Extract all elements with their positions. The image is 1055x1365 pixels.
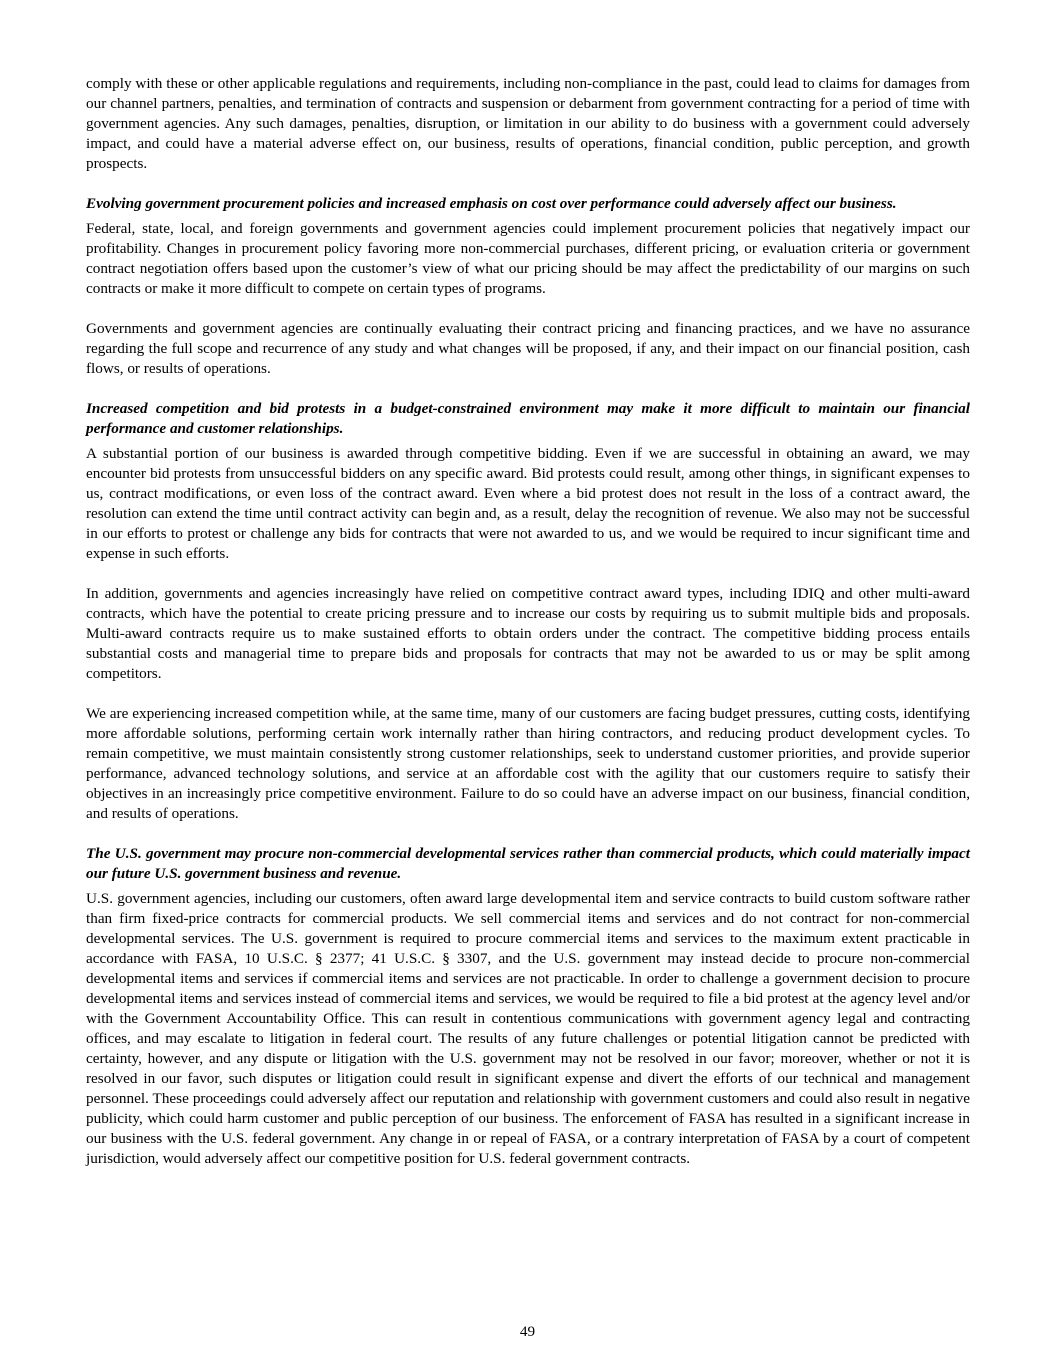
page-number: 49 xyxy=(519,1323,536,1340)
intro-paragraph: comply with these or other applicable regulations and requirements, including non-compliance in the past, could lead to claims for damages from our channel partners, penalties, and termination of contracts and suspension or debarment from government contracting for a period of time with government agencies. Any such damages, penalties, disruption, or limitation in our ability to do business with a government could adversely impact, and could have a material adverse effect on, our business, results of operations, financial condition, public perception, and growth prospects. xyxy=(86,75,970,172)
section-paragraph: Governments and government agencies are continually evaluating their contract pricing and financing practices, and we have no assurance regarding the full scope and recurrence of any study and what changes will be proposed, if any, and their impact on our financial position, cash flows, or results of operations. xyxy=(86,320,970,377)
section-paragraph: In addition, governments and agencies increasingly have relied on competitive contract award types, including IDIQ and other multi-award contracts, which have the potential to create pricing pressure and to increase our costs by requiring us to submit multiple bids and proposals. Multi-award contracts require us to make sustained efforts to obtain orders under the contract. The competitive bidding process entails substantial costs and managerial time to prepare bids and proposals for contracts that may not be awarded to us or may be split among competitors. xyxy=(86,585,970,682)
section-paragraph: Federal, state, local, and foreign governments and government agencies could implement procurement policies that negatively impact our profitability. Changes in procurement policy favoring more non-commercial purchases, different pricing, or evaluation criteria or government contract negotiation offers based upon the customer’s view of what our pricing should be may affect the predictability of our margins on such contracts or make it more difficult to compete on certain types of programs. xyxy=(86,220,970,297)
section-paragraph: A substantial portion of our business is awarded through competitive bidding. Even if we are successful in obtaining an award, we may encounter bid protests from unsuccessful bidders on any specific award. Bid protests could result, among other things, in significant expenses to us, contract modifications, or even loss of the contract award. Even where a bid protest does not result in the loss of a contract award, the resolution can extend the time until contract activity can begin and, as a result, delay the recognition of revenue. We also may not be successful in our efforts to protest or challenge any bids for contracts that were not awarded to us, and we would be required to incur significant time and expense in such efforts. xyxy=(86,445,970,562)
section-heading-competition-bid-protests: Increased competition and bid protests in a budget-constrained environment may make it more difficult to maintain our financial performance and customer relationships. xyxy=(86,400,970,437)
document-body xyxy=(86,74,970,1189)
section-paragraph: U.S. government agencies, including our customers, often award large developmental item and service contracts to build custom software rather than firm fixed-price contracts for commercial products. We sell commercial items and services and do not contract for non-commercial developmental services. The U.S. government is required to procure commercial items and services to the maximum extent practicable in accordance with FASA, 10 U.S.C. § 2377; 41 U.S.C. § 3307, and the U.S. government may instead decide to procure non-commercial developmental items and services if commercial items and services are not practicable. In order to challenge a government decision to procure developmental items and services instead of commercial items and services, we would be required to file a bid protest at the agency level and/or with the Government Accountability Office. This can result in contentious communications with government agency legal and contracting offices, and may escalate to litigation in federal court. The results of any future challenges or potential litigation cannot be predicted with certainty, however, and any dispute or litigation with the U.S. government may not be resolved in our favor; moreover, whether or not it is resolved in our favor, such disputes or litigation could result in significant expense and divert the efforts of our technical and management personnel. These proceedings could adversely affect our reputation and relationship with government customers and could also result in negative publicity, which could harm customer and public perception of our business. The enforcement of FASA has resulted in a significant increase in our business with the U.S. federal government. Any change in or repeal of FASA, or a contrary interpretation of FASA by a court of competent jurisdiction, would adversely affect our competitive position for U.S. federal government contracts. xyxy=(86,890,970,1167)
section-heading-procurement-policies: Evolving government procurement policies and increased emphasis on cost over performance could adversely affect our business. xyxy=(86,195,897,212)
section-heading-non-commercial-services: The U.S. government may procure non-commercial developmental services rather than commercial products, which could materially impact our future U.S. government business and revenue. xyxy=(86,845,970,882)
section-paragraph: We are experiencing increased competition while, at the same time, many of our customers are facing budget pressures, cutting costs, identifying more affordable solutions, performing certain work internally rather than hiring contractors, and reducing product development cycles. To remain competitive, we must maintain consistently strong customer relationships, seek to understand customer priorities, and provide superior performance, advanced technology solutions, and service at an affordable cost with the agility that our customers require to satisfy their objectives in an increasingly price competitive environment. Failure to do so could have an adverse impact on our business, financial condition, and results of operations. xyxy=(86,705,970,822)
